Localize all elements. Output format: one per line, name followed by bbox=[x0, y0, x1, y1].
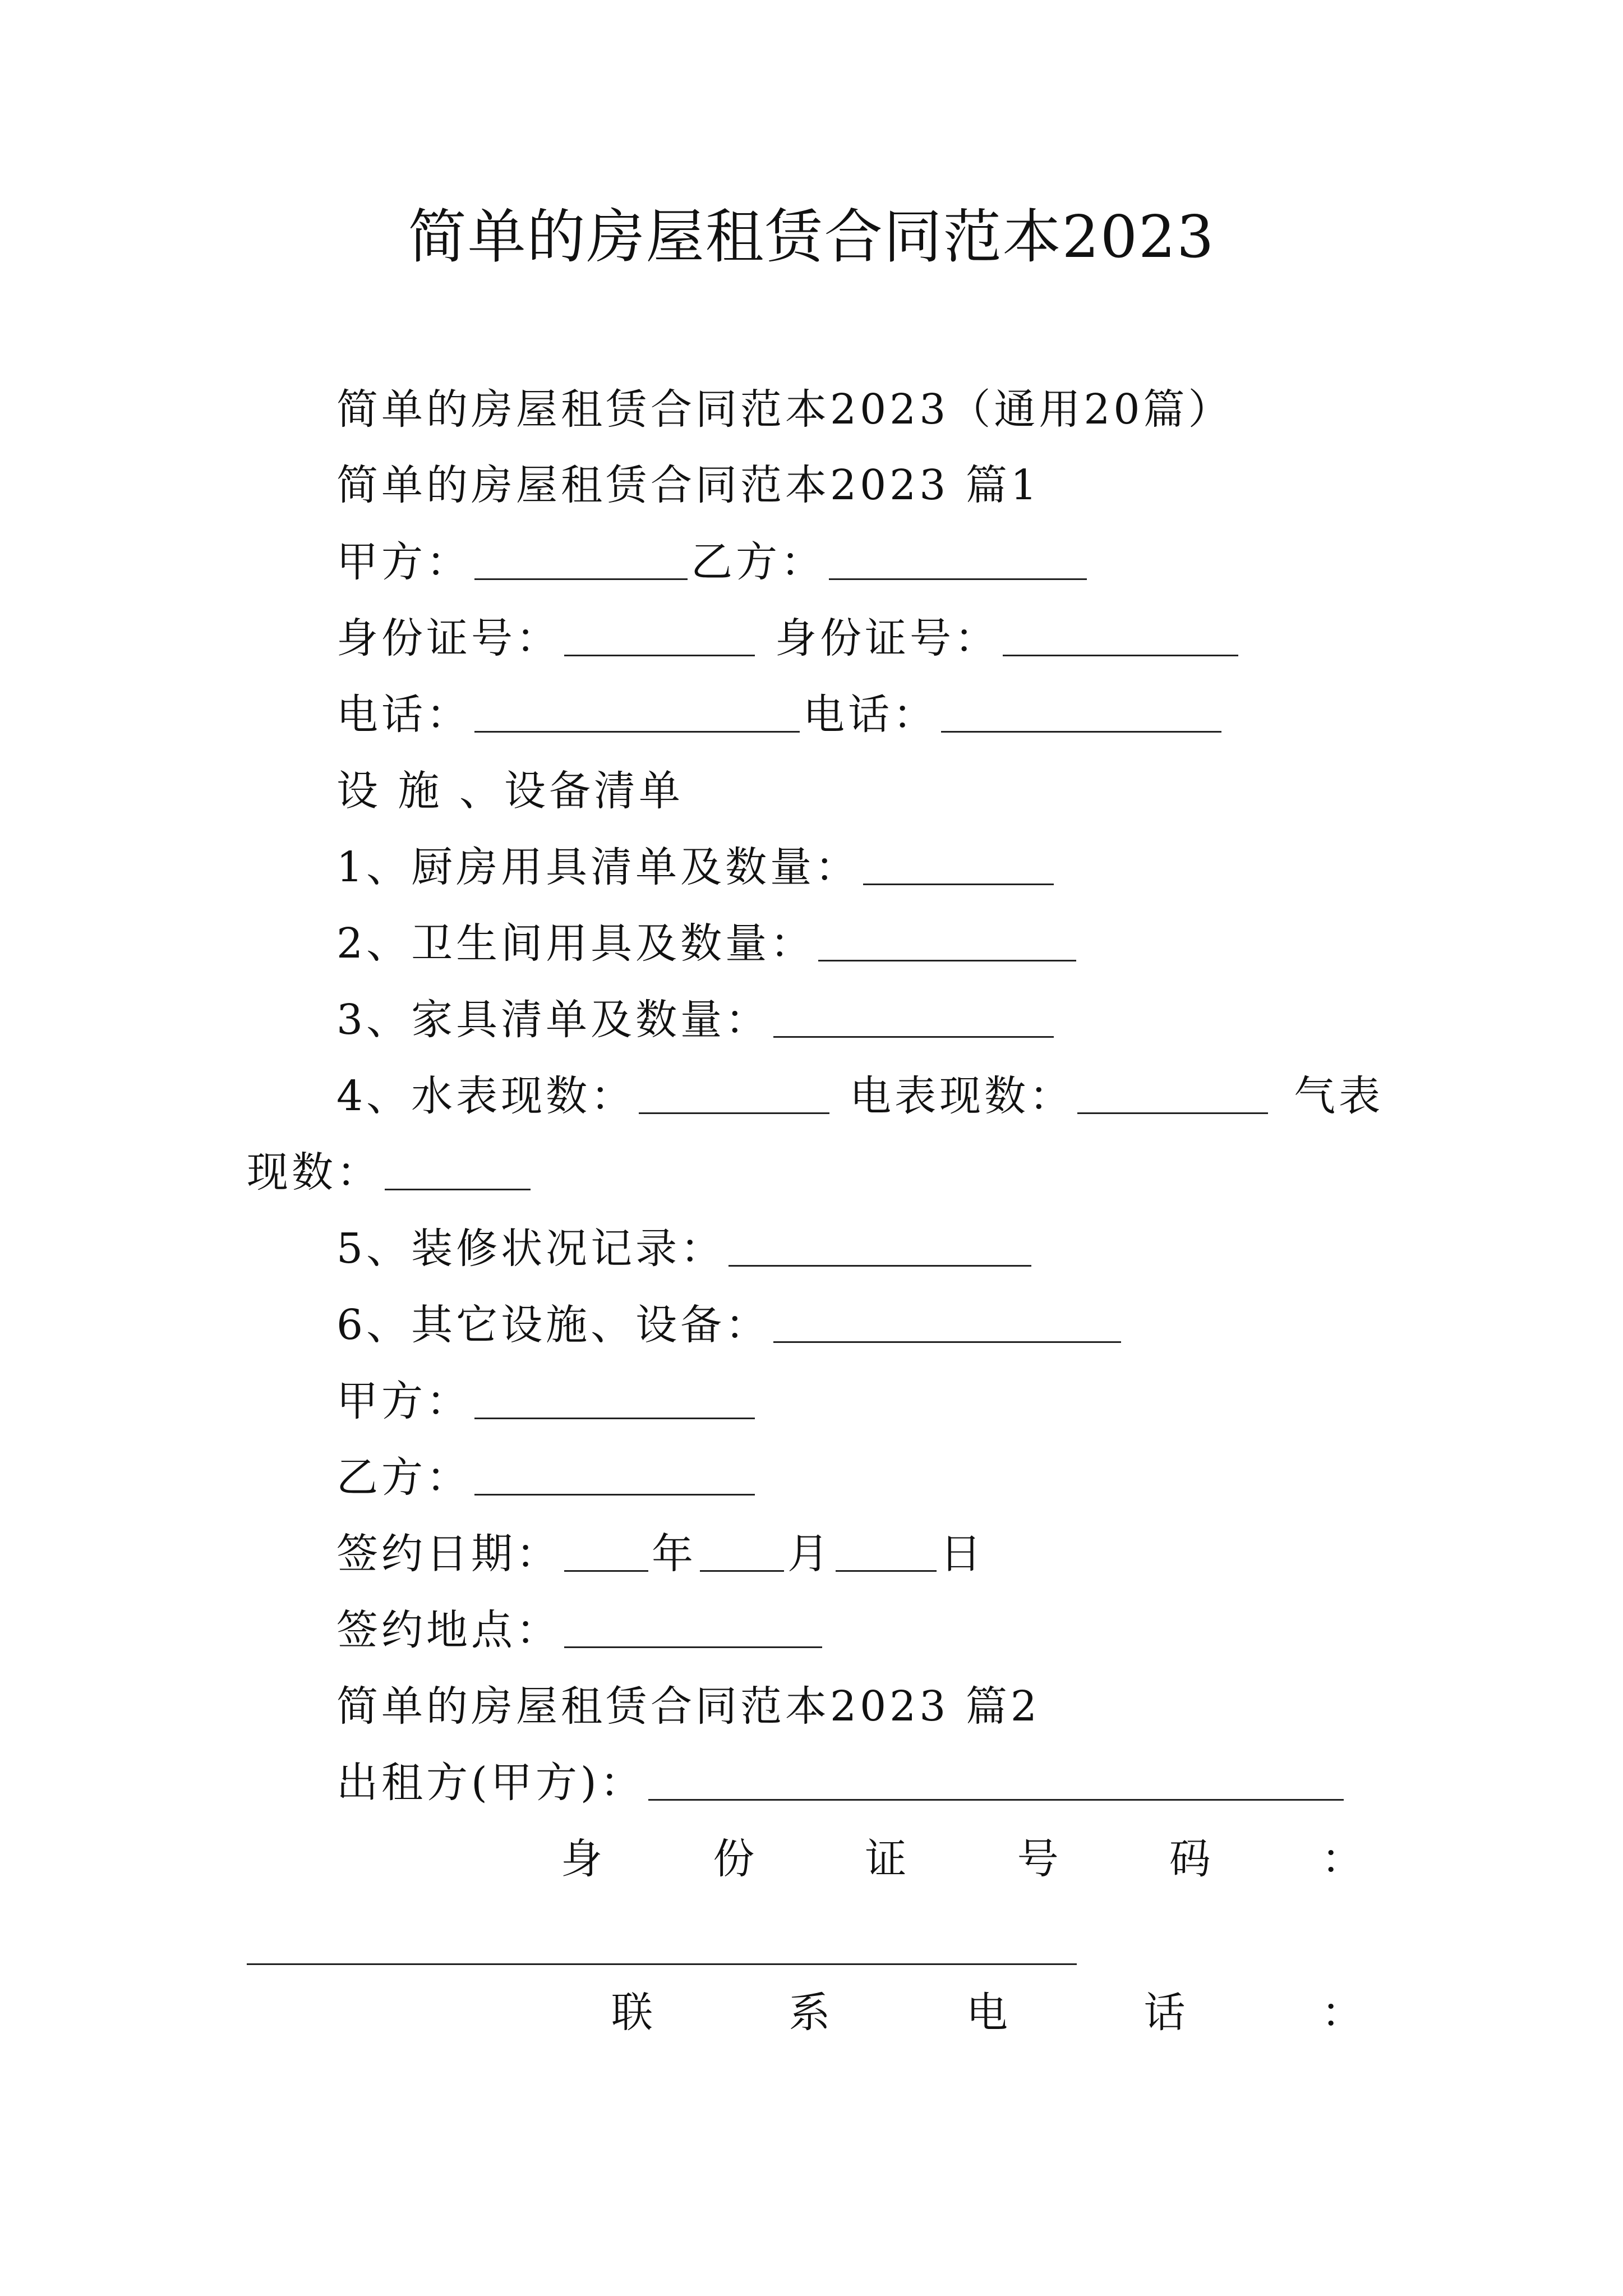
phone-char: 电 bbox=[966, 1989, 1008, 2037]
item-meters bbox=[336, 1068, 1384, 1124]
id-char: 份 bbox=[713, 1835, 755, 1883]
day-blank bbox=[836, 1531, 937, 1572]
lessor-blank bbox=[648, 1760, 1344, 1801]
id-char: 证 bbox=[865, 1835, 907, 1883]
phone-char: 话 bbox=[1144, 1989, 1186, 2037]
party-b-label: 乙方： bbox=[691, 538, 826, 586]
phone-char: 系 bbox=[789, 1989, 831, 2037]
contact-phone-row bbox=[611, 1985, 1363, 2041]
id-char: 码 bbox=[1169, 1835, 1211, 1883]
id-char: 号 bbox=[1017, 1835, 1059, 1883]
id-blank-a bbox=[564, 615, 755, 656]
phone-row bbox=[336, 687, 1225, 743]
facilities-heading-text: 设 施 、设备清单 bbox=[336, 767, 684, 815]
facilities-heading bbox=[336, 763, 684, 819]
phone-label-b: 电话： bbox=[803, 691, 938, 739]
sign-party-b-label: 乙方： bbox=[336, 1453, 471, 1502]
section2-heading-text: 简单的房屋租赁合同范本2023 篇2 bbox=[336, 1682, 1040, 1731]
lessor-label: 出租方(甲方)： bbox=[336, 1759, 645, 1807]
item-decoration-blank bbox=[728, 1226, 1031, 1267]
item-bathroom-blank bbox=[818, 921, 1076, 961]
id-number-row bbox=[561, 1831, 1363, 1887]
item-other bbox=[336, 1297, 1124, 1353]
phone-blank-a bbox=[474, 692, 800, 733]
section2-heading bbox=[336, 1678, 1040, 1734]
item-furniture-label: 3、家具清单及数量： bbox=[336, 996, 771, 1044]
sign-date bbox=[336, 1526, 985, 1582]
gas-meter-label-a: 气表 bbox=[1294, 1072, 1384, 1120]
electric-meter-label: 电表现数： bbox=[850, 1072, 1075, 1120]
year-blank bbox=[564, 1531, 648, 1572]
section1-heading-text: 简单的房屋租赁合同范本2023 篇1 bbox=[336, 461, 1040, 509]
water-meter-blank bbox=[639, 1073, 829, 1114]
item-gas-continued bbox=[247, 1144, 534, 1200]
item-furniture-blank bbox=[773, 997, 1054, 1038]
sign-party-b bbox=[336, 1450, 758, 1506]
id-label-a: 身份证号： bbox=[336, 614, 561, 662]
item-kitchen-label: 1、厨房用具清单及数量： bbox=[336, 843, 860, 891]
id-char: 身 bbox=[561, 1835, 602, 1883]
party-row bbox=[336, 534, 1090, 590]
item-decoration-label: 5、装修状况记录： bbox=[336, 1225, 726, 1273]
sign-party-a-label: 甲方： bbox=[336, 1377, 471, 1425]
id-blank-b bbox=[1003, 615, 1238, 656]
id-row bbox=[336, 610, 1242, 666]
phone-char: ： bbox=[1321, 1989, 1363, 2037]
sign-party-a-blank bbox=[474, 1378, 755, 1419]
item-decoration bbox=[336, 1221, 1035, 1277]
sign-party-a bbox=[336, 1373, 758, 1429]
id-label-b: 身份证号： bbox=[775, 614, 999, 662]
document-title: 简单的房屋租赁合同范本2023 bbox=[408, 203, 1215, 271]
item-other-label: 6、其它设施、设备： bbox=[336, 1301, 771, 1349]
sign-party-b-blank bbox=[474, 1455, 755, 1496]
section1-heading bbox=[336, 457, 1040, 513]
item-bathroom bbox=[336, 915, 1080, 972]
item-kitchen-blank bbox=[863, 844, 1054, 885]
sign-place-label: 签约地点： bbox=[336, 1606, 561, 1654]
month-blank bbox=[700, 1531, 784, 1572]
sign-place-blank bbox=[564, 1607, 822, 1648]
gas-meter-blank bbox=[385, 1149, 531, 1190]
item-furniture bbox=[336, 992, 1057, 1048]
gas-meter-label-b: 现数： bbox=[247, 1148, 381, 1197]
subtitle-text: 简单的房屋租赁合同范本2023（通用20篇） bbox=[336, 385, 1233, 434]
party-a-blank bbox=[474, 539, 688, 580]
water-meter-label: 4、水表现数： bbox=[336, 1072, 636, 1120]
day-label: 日 bbox=[940, 1530, 985, 1578]
electric-meter-blank bbox=[1077, 1073, 1268, 1114]
item-kitchen bbox=[336, 839, 1057, 895]
phone-char: 联 bbox=[611, 1989, 653, 2037]
item-bathroom-label: 2、卫生间用具及数量： bbox=[336, 919, 815, 968]
sign-date-label: 签约日期： bbox=[336, 1530, 561, 1578]
document-subtitle bbox=[336, 381, 1233, 438]
id-number-blank bbox=[247, 1963, 1077, 1965]
sign-place bbox=[336, 1602, 826, 1658]
item-other-blank bbox=[773, 1302, 1121, 1343]
phone-label-a: 电话： bbox=[336, 691, 471, 739]
month-label: 月 bbox=[787, 1530, 832, 1578]
id-char: ： bbox=[1321, 1835, 1363, 1883]
phone-blank-b bbox=[941, 692, 1221, 733]
party-a-label: 甲方： bbox=[336, 538, 471, 586]
year-label: 年 bbox=[652, 1530, 697, 1578]
party-b-blank bbox=[829, 539, 1087, 580]
lessor-row bbox=[336, 1755, 1347, 1811]
